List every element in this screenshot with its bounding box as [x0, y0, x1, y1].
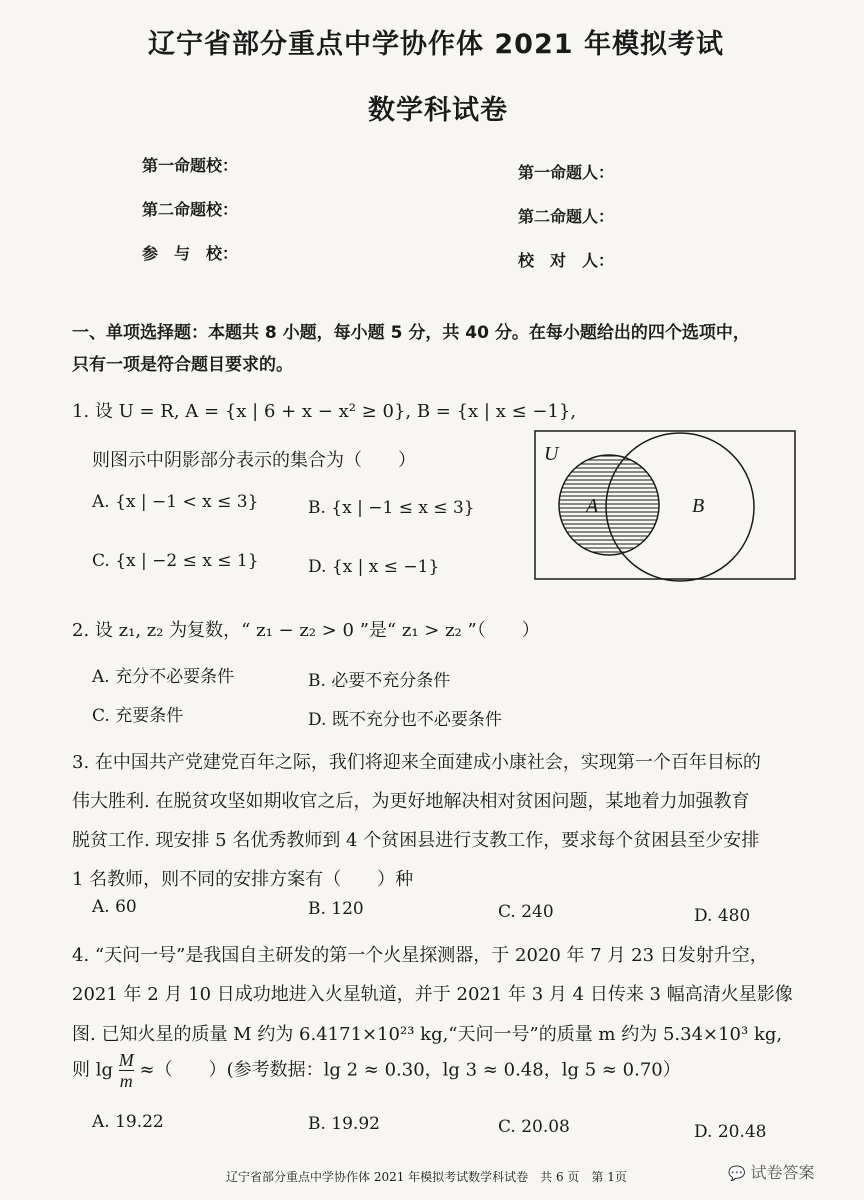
- q1-stem-line1: 1. 设 U = R, A = {x | 6 + x − x² ≥ 0}, B = {x | x ≤ −1},: [72, 401, 577, 422]
- q1-stem-line2: 则图示中阴影部分表示的集合为（ ）: [92, 450, 416, 471]
- q4-option-d: D. 20.48: [694, 1122, 767, 1142]
- exam-title: 辽宁省部分重点中学协作体 2021 年模拟考试: [148, 29, 724, 60]
- q3-option-a: A. 60: [92, 897, 137, 917]
- q2-option-a: A. 充分不必要条件: [92, 667, 235, 687]
- q1-option-a: A. {x | −1 < x ≤ 3}: [92, 492, 259, 512]
- q4-stem-line3: 图. 已知火星的质量 M 约为 6.4171×10²³ kg,“天问一号”的质量 m 约为 5.34×10³ kg,: [72, 1024, 783, 1045]
- proposer-school-1-label: 第一命题校：: [142, 156, 239, 175]
- q3-stem-line2: 伟大胜利. 在脱贫攻坚如期收官之后，为更好地解决相对贫困问题，某地着力加强教育: [72, 791, 750, 812]
- q3-stem-line3: 脱贫工作. 现安排 5 名优秀教师到 4 个贫困县进行支教工作，要求每个贫困县至少安排: [72, 830, 760, 851]
- q2-stem: 2. 设 z₁, z₂ 为复数，“ z₁ − z₂ > 0 ”是“ z₁ > z₂ ”（ ）: [72, 620, 540, 641]
- proposer-2-label: 第二命题人：: [518, 207, 615, 226]
- q3-option-b: B. 120: [308, 899, 364, 919]
- q4-option-c: C. 20.08: [498, 1117, 570, 1137]
- proposer-school-2-label: 第二命题校：: [142, 200, 239, 219]
- venn-diagram: [534, 430, 798, 582]
- q3-option-c: C. 240: [498, 902, 554, 922]
- section-heading-line1: 一、单项选择题：本题共 8 小题，每小题 5 分，共 40 分。在每小题给出的四个选项中，: [72, 323, 750, 343]
- q4-option-a: A. 19.22: [92, 1112, 164, 1132]
- q4-fraction: [119, 1050, 134, 1091]
- exam-subtitle: 数学科试卷: [368, 95, 508, 126]
- q2-option-c: C. 充要条件: [92, 706, 184, 726]
- venn-label-b: B: [692, 495, 705, 517]
- q2-option-b: B. 必要不充分条件: [308, 671, 451, 691]
- q4-fraction-numerator: M: [118, 1050, 134, 1070]
- q4-option-b: B. 19.92: [308, 1114, 380, 1134]
- q1-option-b: B. {x | −1 ≤ x ≤ 3}: [308, 498, 475, 518]
- venn-label-u: U: [544, 443, 559, 465]
- page-footer: 辽宁省部分重点中学协作体 2021 年模拟考试数学科试卷 共 6 页 第 1页: [226, 1170, 627, 1184]
- watermark-text: 试卷答案: [750, 1163, 815, 1182]
- checker-label: 校 对 人：: [518, 251, 615, 270]
- q3-stem-line1: 3. 在中国共产党建党百年之际，我们将迎来全面建成小康社会，实现第一个百年目标的: [72, 752, 761, 773]
- q4-stem-line1: 4. “天问一号”是我国自主研发的第一个火星探测器，于 2020 年 7 月 23 日发射升空，: [72, 945, 768, 966]
- proposer-1-label: 第一命题人：: [518, 163, 615, 182]
- q3-option-d: D. 480: [694, 906, 751, 926]
- chat-bubble-icon: 💬: [728, 1166, 746, 1182]
- q1-option-c: C. {x | −2 ≤ x ≤ 1}: [92, 551, 259, 571]
- q4-stem-line4: [72, 1050, 681, 1091]
- watermark: [728, 1160, 815, 1183]
- q4-lg-suffix: ≈（ ）(参考数据：lg 2 ≈ 0.30，lg 3 ≈ 0.48，lg 5 ≈ 0.70）: [139, 1059, 681, 1081]
- section-heading-line2: 只有一项是符合题目要求的。: [72, 355, 293, 375]
- q4-stem-line2: 2021 年 2 月 10 日成功地进入火星轨道，并于 2021 年 3 月 4 日传来 3 幅高清火星影像: [72, 984, 793, 1005]
- q3-stem-line4: 1 名教师，则不同的安排方案有（ ）种: [72, 869, 414, 890]
- q4-fraction-denominator: m: [119, 1071, 133, 1091]
- q4-lg-prefix: 则 lg: [72, 1059, 114, 1081]
- q1-option-d: D. {x | x ≤ −1}: [308, 557, 440, 577]
- venn-label-a: A: [586, 495, 599, 517]
- q2-option-d: D. 既不充分也不必要条件: [308, 710, 502, 730]
- participating-school-label: 参 与 校：: [142, 244, 239, 263]
